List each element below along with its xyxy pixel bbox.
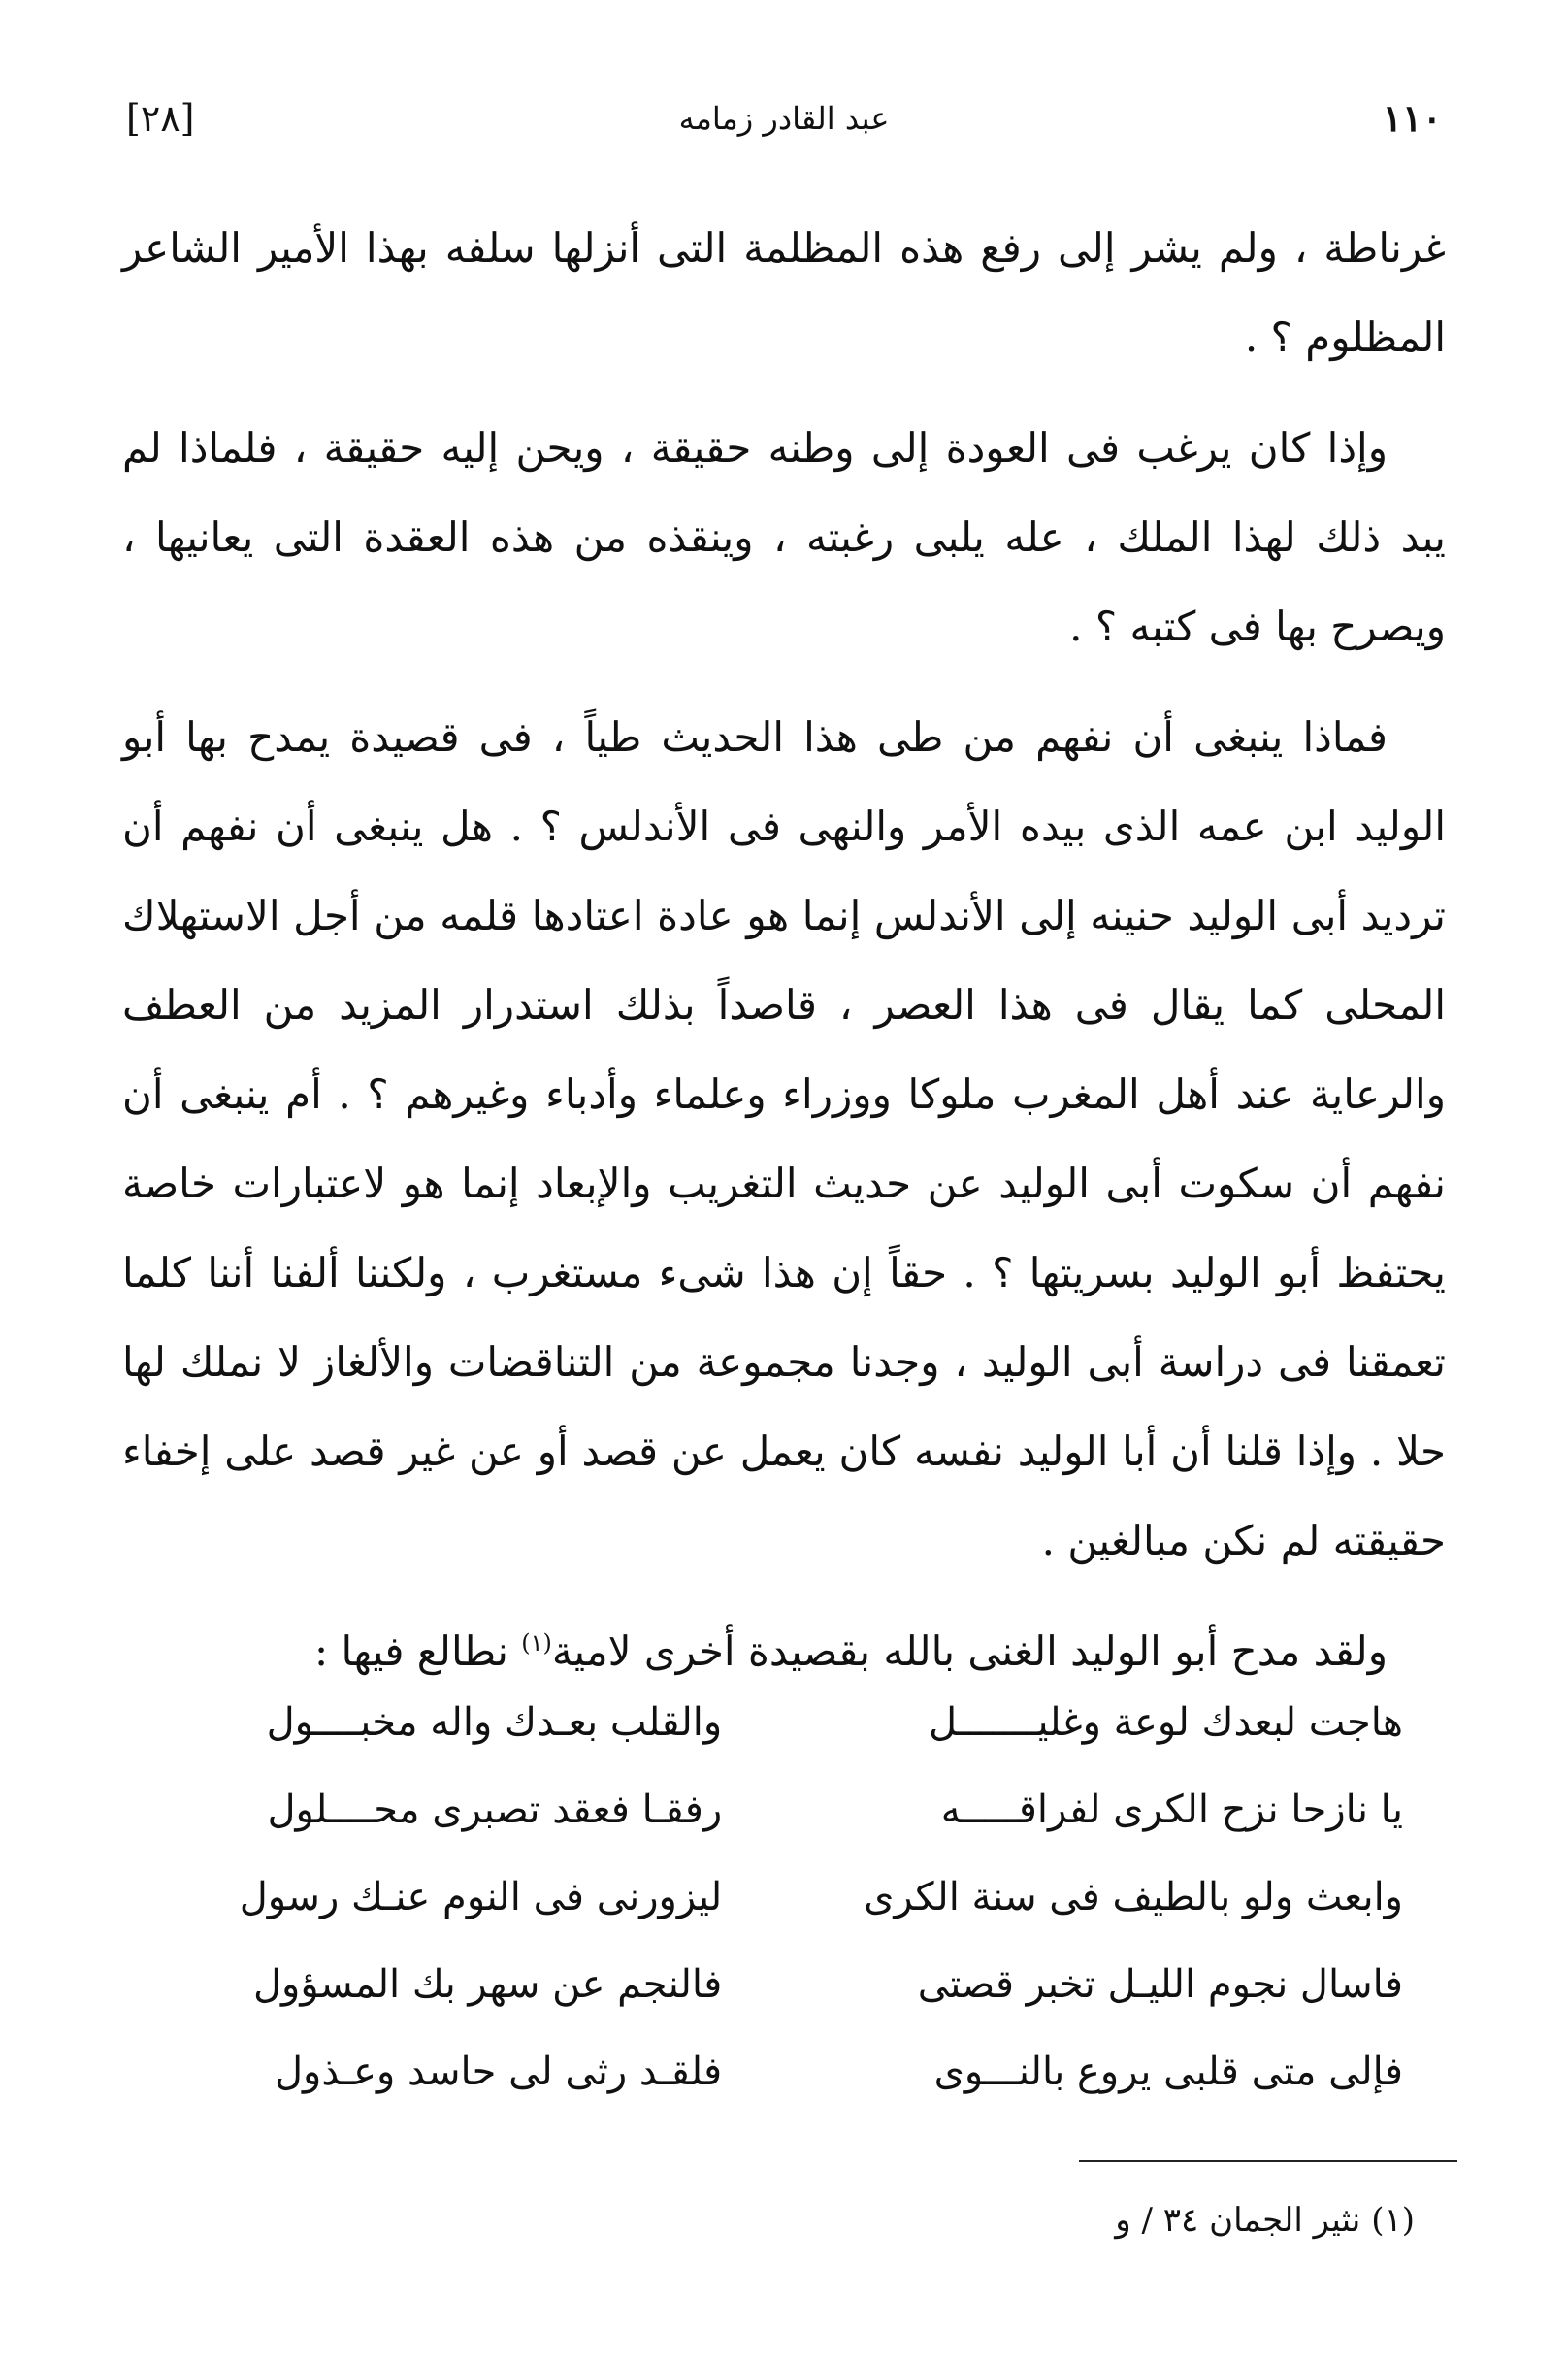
paragraph: غرناطة ، ولم يشر إلى رفع هذه المظلمة التى أنزلها سلفه بهذا الأمير الشاعر المظلوم ؟ .	[122, 224, 1446, 361]
poem-verse	[165, 1766, 1403, 1854]
poem-verse	[165, 1679, 1403, 1766]
paragraph: فماذا ينبغى أن نفهم من طى هذا الحديث طياً ، فى قصيدة يمدح بها أبو الوليد ابن عمه الذى بيده الأمر والنهى فى الأندلس ؟ . هل ينبغى أن نفهم أن ترديد أبى الوليد حنينه إلى الأندلس إنما هو عادة اعتادها قلمه من أجل الاستهلاك المحلى كما يقال فى هذا العصر ، قاصداً بذلك استدرار المزيد من العطف والرعاية عند أهل المغرب ملوكا ووزراء وعلماء وأدباء وغيرهم ؟ . أم ينبغى أن نفهم أن سكوت أبى الوليد عن حديث التغريب والإبعاد إنما هو لاعتبارات خاصة يحتفظ أبو الوليد بسريتها ؟ . حقاً إن هذا شىء مستغرب ، ولكننا ألفنا أننا كلما تعمقنا فى دراسة أبى الوليد ، وجدنا مجموعة من التناقضات والألغاز لا نملك لها حلا . وإذا قلنا أن أبا الوليد نفسه كان يعمل عن قصد أو عن غير قصد على إخفاء حقيقته لم نكن مبالغين .	[122, 713, 1446, 1564]
poem-intro-text-end: نطالع فيها :	[314, 1627, 508, 1675]
verse-first-half: يا نازحا نزح الكرى لفراقـــــه	[940, 1788, 1403, 1832]
verse-second-half: فلقـد رثى لى حاسد وعـذول	[274, 2050, 723, 2094]
verse-first-half: هاجت لبعدك لوعة وغليـــــــل	[929, 1700, 1403, 1745]
poem-verse	[165, 1941, 1403, 2028]
page-number: ١١٠	[1382, 96, 1442, 140]
footnote-divider	[1079, 2160, 1457, 2162]
verse-second-half: ليزورنى فى النوم عنـك رسول	[239, 1875, 723, 1919]
verse-second-half: والقلب بعـدك واله مخبــــول	[266, 1700, 723, 1745]
page-header	[126, 89, 1442, 148]
poem	[165, 1679, 1403, 2116]
verse-first-half: فإلى متى قلبى يروع بالنـــوى	[933, 2050, 1403, 2094]
poem-verse	[165, 2028, 1403, 2116]
verse-second-half: فالنجم عن سهر بك المسؤول	[252, 1962, 723, 2007]
verse-second-half: رفقـا فعقد تصبرى محــــلول	[267, 1788, 723, 1832]
verse-first-half: وابعث ولو بالطيف فى سنة الكرى	[864, 1875, 1403, 1919]
running-title: عبد القادر زمامه	[678, 100, 890, 137]
verse-first-half: فاسال نجوم الليـل تخبر قصتى	[917, 1962, 1403, 2007]
part-number: [٢٨]	[126, 97, 195, 140]
footnote-reference: (١)	[521, 1629, 552, 1657]
footnote: (١) نثير الجمان ٣٤ / و	[1115, 2201, 1415, 2240]
paragraph: وإذا كان يرغب فى العودة إلى وطنه حقيقة ، ويحن إليه حقيقة ، فلماذا لم يبد ذلك لهذا الملك ، عله يلبى رغبته ، وينقذه من هذه العقدة التى يعانيها ، ويصرح بها فى كتبه ؟ .	[122, 424, 1446, 650]
poem-verse	[165, 1854, 1403, 1941]
poem-intro-text: ولقد مدح أبو الوليد الغنى بالله بقصيدة أخرى لامية	[551, 1627, 1388, 1675]
main-text	[122, 204, 1446, 1718]
